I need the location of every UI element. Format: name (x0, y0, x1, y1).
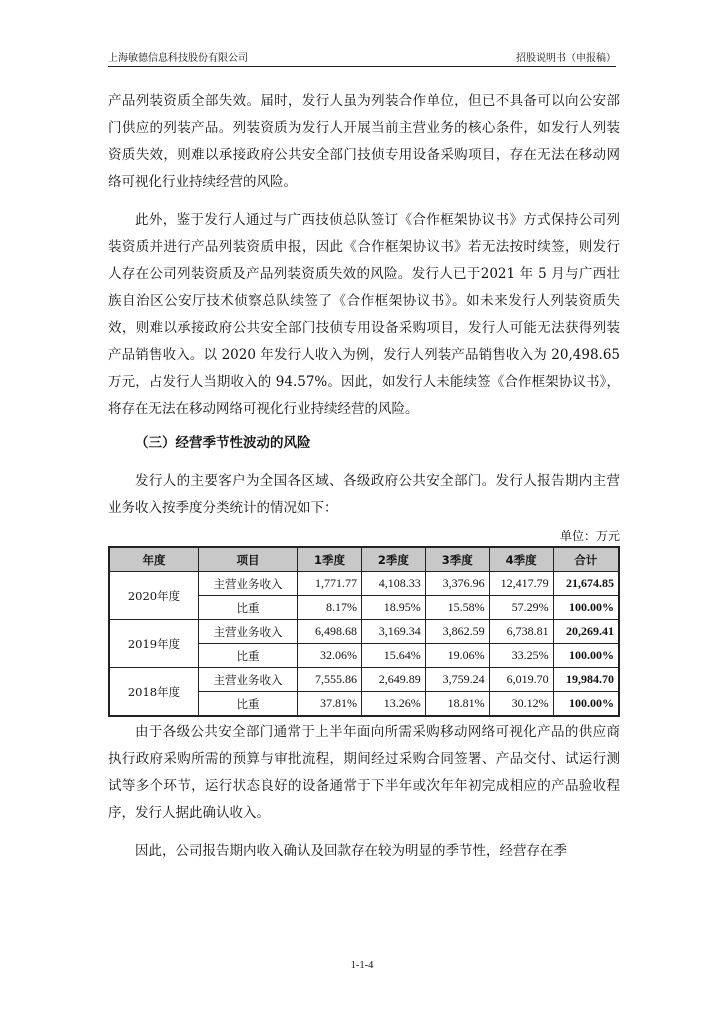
value-cell: 18.95% (361, 596, 425, 620)
paragraph: 发行人的主要客户为全国各区域、各级政府公共安全部门。发行人报告期内主营业务收入按季度分类统计的情况如下： (108, 473, 620, 516)
value-cell: 4,108.33 (361, 572, 425, 596)
value-cell: 30.12% (489, 692, 553, 717)
item-cell: 主营业务收入 (198, 668, 297, 692)
col-header-q1: 1季度 (298, 547, 362, 572)
value-cell: 1,771.77 (298, 572, 362, 596)
col-header-q3: 3季度 (425, 547, 489, 572)
page-body (108, 88, 620, 865)
year-cell: 2018年度 (109, 668, 198, 717)
value-cell: 3,862.59 (425, 620, 489, 644)
value-cell: 33.25% (489, 644, 553, 668)
value-cell: 6,498.68 (298, 620, 362, 644)
total-cell: 20,269.41 (553, 620, 619, 644)
value-cell: 3,169.34 (361, 620, 425, 644)
paragraph: 因此，公司报告期内收入确认及回款存在较为明显的季节性，经营存在季 (135, 843, 567, 859)
header-company: 上海敏德信息科技股份有限公司 (108, 53, 248, 64)
value-cell: 3,759.24 (425, 668, 489, 692)
header-doc-title: 招股说明书（申报稿） (516, 53, 616, 64)
col-header-q4: 4季度 (489, 547, 553, 572)
paragraph: 此外，鉴于发行人通过与广西技侦总队签订《合作框架协议书》方式保持公司列装资质并进行产品列装资质申报，因此《合作框架协议书》若无法按时续签，则发行人存在公司列装资质及产品列装资质失效的风险。发行人已于2021 年 5 月与广西壮族自治区公安厅技术侦察总队续签了《合作框架协议书》。如未来发行人列装资质失效，则难以承接政府公共安全部门技侦专用设备采购项目，发行人可能无法获得列装产品销售收入。以 2020 年发行人收入为例，发行人列装产品销售收入为 20,498.65 万元，占发行人当期收入的 94.57%。因此，如发行人未能续签《合作框架协议书》，将存在无法在移动网络可视化行业持续经营的风险。 (108, 212, 620, 417)
item-cell: 主营业务收入 (198, 572, 297, 596)
page-header (108, 46, 616, 67)
value-cell: 3,376.96 (425, 572, 489, 596)
value-cell: 18.81% (425, 692, 489, 717)
total-cell: 100.00% (553, 596, 619, 620)
value-cell: 8.17% (298, 596, 362, 620)
total-cell: 100.00% (553, 692, 619, 717)
table-row (109, 668, 619, 692)
paragraph: 产品列装资质全部失效。届时，发行人虽为列装合作单位，但已不具备可以向公安部门供应的列装产品。列装资质为发行人开展当前主营业务的核心条件，如发行人列装资质失效，则难以承接政府公共安全部门技侦专用设备采购项目，存在无法在移动网络可视化行业持续经营的风险。 (108, 93, 620, 190)
value-cell: 2,649.89 (361, 668, 425, 692)
col-header-year: 年度 (109, 547, 198, 572)
col-header-item: 项目 (198, 547, 297, 572)
item-cell: 比重 (198, 596, 297, 620)
page-number: 1-1-4 (350, 960, 374, 971)
value-cell: 12,417.79 (489, 572, 553, 596)
item-cell: 比重 (198, 644, 297, 668)
col-header-q2: 2季度 (361, 547, 425, 572)
col-header-total: 合计 (553, 547, 619, 572)
table-row (109, 572, 619, 596)
value-cell: 13.26% (361, 692, 425, 717)
year-cell: 2019年度 (109, 620, 198, 668)
total-cell: 21,674.85 (553, 572, 619, 596)
value-cell: 57.29% (489, 596, 553, 620)
year-cell: 2020年度 (109, 572, 198, 620)
paragraph: 由于各级公共安全部门通常于上半年面向所需采购移动网络可视化产品的供应商执行政府采购所需的预算与审批流程，期间经过采购合同签署、产品交付、试运行测试等多个环节，运行状态良好的设备通常于下半年或次年年初完成相应的产品验收程序，发行人据此确认收入。 (108, 724, 620, 821)
item-cell: 比重 (198, 692, 297, 717)
value-cell: 32.06% (298, 644, 362, 668)
quarterly-revenue-table (108, 546, 620, 717)
item-cell: 主营业务收入 (198, 620, 297, 644)
value-cell: 6,738.81 (489, 620, 553, 644)
value-cell: 6,019.70 (489, 668, 553, 692)
table-header-row (109, 547, 619, 572)
value-cell: 7,555.86 (298, 668, 362, 692)
value-cell: 37.81% (298, 692, 362, 717)
section-title: （三）经营季节性波动的风险 (135, 435, 311, 451)
total-cell: 19,984.70 (553, 668, 619, 692)
value-cell: 19.06% (425, 644, 489, 668)
table-row (109, 620, 619, 644)
value-cell: 15.64% (361, 644, 425, 668)
unit-label: 单位：万元 (559, 529, 620, 543)
value-cell: 15.58% (425, 596, 489, 620)
total-cell: 100.00% (553, 644, 619, 668)
